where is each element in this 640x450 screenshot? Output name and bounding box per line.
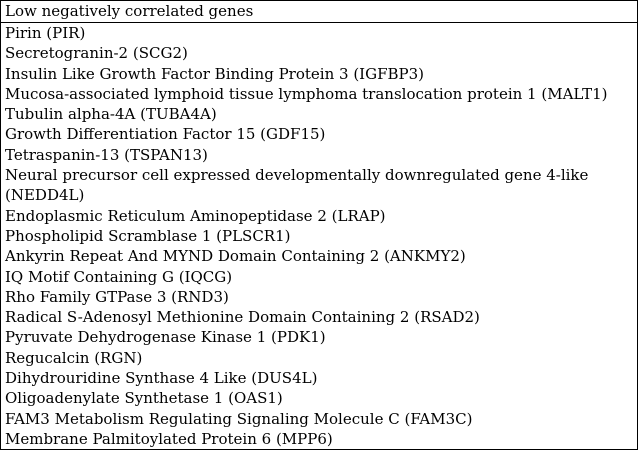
- table-row: [1, 409, 638, 429]
- gene-cell: Phospholipid Scramblase 1 (PLSCR1): [5, 226, 291, 245]
- table-row: [1, 84, 638, 104]
- gene-cell: Dihydrouridine Synthase 4 Like (DUS4L): [5, 369, 318, 388]
- gene-cell: Radical S-Adenosyl Methionine Domain Containing 2 (RSAD2): [5, 308, 480, 327]
- table-row: [1, 185, 638, 205]
- table-row: [1, 23, 638, 44]
- gene-cell: IQ Motif Containing G (IQCG): [5, 267, 233, 286]
- table-row: [1, 64, 638, 84]
- table-header-row: [1, 1, 638, 23]
- gene-cell: Mucosa-associated lymphoid tissue lymphoma translocation protein 1 (MALT1): [5, 84, 608, 103]
- gene-cell: Pyruvate Dehydrogenase Kinase 1 (PDK1): [5, 328, 326, 347]
- gene-cell: Endoplasmic Reticulum Aminopeptidase 2 (LRAP): [5, 206, 386, 225]
- gene-cell: Oligoadenylate Synthetase 1 (OAS1): [5, 389, 283, 408]
- table-body: [1, 23, 638, 450]
- table-row: [1, 246, 638, 266]
- table-row: [1, 429, 638, 450]
- gene-cell: Membrane Palmitoylated Protein 6 (MPP6): [5, 429, 333, 448]
- table-row: [1, 327, 638, 347]
- table-row: [1, 165, 638, 185]
- gene-cell: Regucalcin (RGN): [5, 348, 143, 367]
- table-row: [1, 287, 638, 307]
- gene-cell: Neural precursor cell expressed developmentally downregulated gene 4-like: [5, 166, 589, 185]
- gene-cell: Ankyrin Repeat And MYND Domain Containing 2 (ANKMY2): [5, 247, 466, 266]
- gene-cell: Pirin (PIR): [5, 24, 86, 42]
- gene-cell: (NEDD4L): [5, 186, 85, 205]
- table-row: [1, 43, 638, 63]
- table-row: [1, 226, 638, 246]
- table-row: [1, 145, 638, 165]
- gene-cell: Secretogranin-2 (SCG2): [5, 44, 188, 63]
- table-row: [1, 267, 638, 287]
- gene-cell: Tetraspanin-13 (TSPAN13): [5, 145, 208, 164]
- table-row: [1, 124, 638, 144]
- table-row: [1, 206, 638, 226]
- table-row: [1, 348, 638, 368]
- gene-cell: Tubulin alpha-4A (TUBA4A): [5, 105, 217, 124]
- table-header-cell: Low negatively correlated genes: [1, 1, 638, 23]
- gene-cell: Growth Differentiation Factor 15 (GDF15): [5, 125, 326, 144]
- gene-cell: Rho Family GTPase 3 (RND3): [5, 287, 229, 306]
- table-row: [1, 388, 638, 408]
- table-row: [1, 368, 638, 388]
- gene-cell: FAM3 Metabolism Regulating Signaling Molecule C (FAM3C): [5, 409, 473, 428]
- gene-cell: Insulin Like Growth Factor Binding Protein 3 (IGFBP3): [5, 64, 424, 83]
- table-row: [1, 104, 638, 124]
- table-row: [1, 307, 638, 327]
